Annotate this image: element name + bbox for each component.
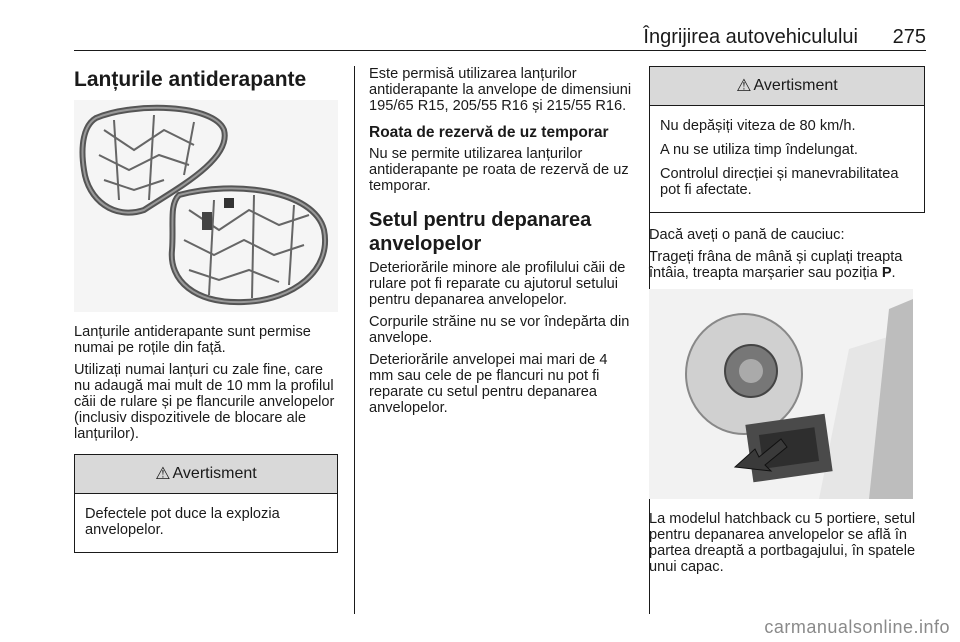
warning-header [75, 455, 337, 494]
snow-chains-illustration [74, 100, 338, 312]
paragraph-text: Trageți frâna de mână și cuplați treapta întâia, treapta marșarier sau poziția [649, 249, 903, 281]
warning-box [74, 454, 338, 553]
paragraph: Deteriorările minore ale profilului căii de rulare pot fi reparate cu ajutorul setului pentru depanarea anvelopelor. [369, 260, 626, 308]
section-heading: Lanțurile antiderapante [74, 68, 307, 91]
subheading: Roata de rezervă de uz temporar [369, 124, 609, 141]
paragraph: La modelul hatchback cu 5 portiere, setul pentru depanarea anvelopelor se află în partea dreaptă a portbagajului, în spatele unui capac. [649, 511, 916, 575]
column-2 [369, 58, 633, 422]
warning-line: Nu depășiți viteza de 80 km/h. [660, 118, 856, 134]
warning-body [75, 494, 337, 552]
warning-text: Defectele pot duce la explozia anvelopelor. [85, 506, 280, 538]
paragraph: Dacă aveți o pană de cauciuc: [649, 227, 845, 243]
column-divider [354, 66, 355, 614]
warning-line: A nu se utiliza timp îndelungat. [660, 142, 858, 158]
watermark: carmanualsonline.info [764, 617, 950, 637]
paragraph: Corpurile străine nu se vor îndepărta din anvelope. [369, 314, 630, 346]
paragraph: Lanțurile antiderapante sunt permise numai pe roțile din față. [74, 324, 311, 356]
page-number: 275 [892, 26, 926, 48]
warning-line: Controlul direcției și manevrabilitatea pot fi afectate. [660, 166, 899, 198]
paragraph: Nu se permite utilizarea lanțurilor antiderapante pe roata de rezervă de uz temporar. [369, 146, 629, 194]
paragraph [649, 249, 925, 281]
warning-box [649, 66, 925, 213]
page-header [74, 18, 926, 51]
paragraph: Utilizați numai lanțuri cu zale fine, care nu adaugă mai mult de 10 mm la profilul căii de rulare și pe flancurile anvelopelor (inclusiv dispozitivele de blocare ale lanțurilor). [74, 362, 335, 442]
paragraph-text: . [891, 265, 896, 281]
gear-position-label: P [881, 265, 892, 281]
subsection-heading: Setul pentru depanarea anvelopelor [369, 209, 592, 255]
warning-triangle-icon: ⚠ [155, 464, 171, 483]
column-3 [649, 58, 925, 581]
warning-title: Avertisment [753, 77, 838, 94]
trunk-compartment-illustration [649, 289, 913, 499]
warning-title: Avertisment [172, 465, 257, 482]
warning-triangle-icon: ⚠ [736, 76, 752, 95]
paragraph: Deteriorările anvelopei mai mari de 4 mm sau cele de pe flancuri nu pot fi reparate cu setul pentru depanarea anvelopelor. [369, 352, 608, 416]
warning-body [650, 106, 924, 212]
warning-header [650, 67, 924, 106]
paragraph: Este permisă utilizarea lanțurilor antiderapante la anvelope de dimensiuni 195/65 R15, 205/55 R16 și 215/55 R16. [369, 66, 632, 114]
chapter-title: Îngrijirea autovehiculului [643, 26, 858, 48]
column-1 [74, 58, 338, 553]
